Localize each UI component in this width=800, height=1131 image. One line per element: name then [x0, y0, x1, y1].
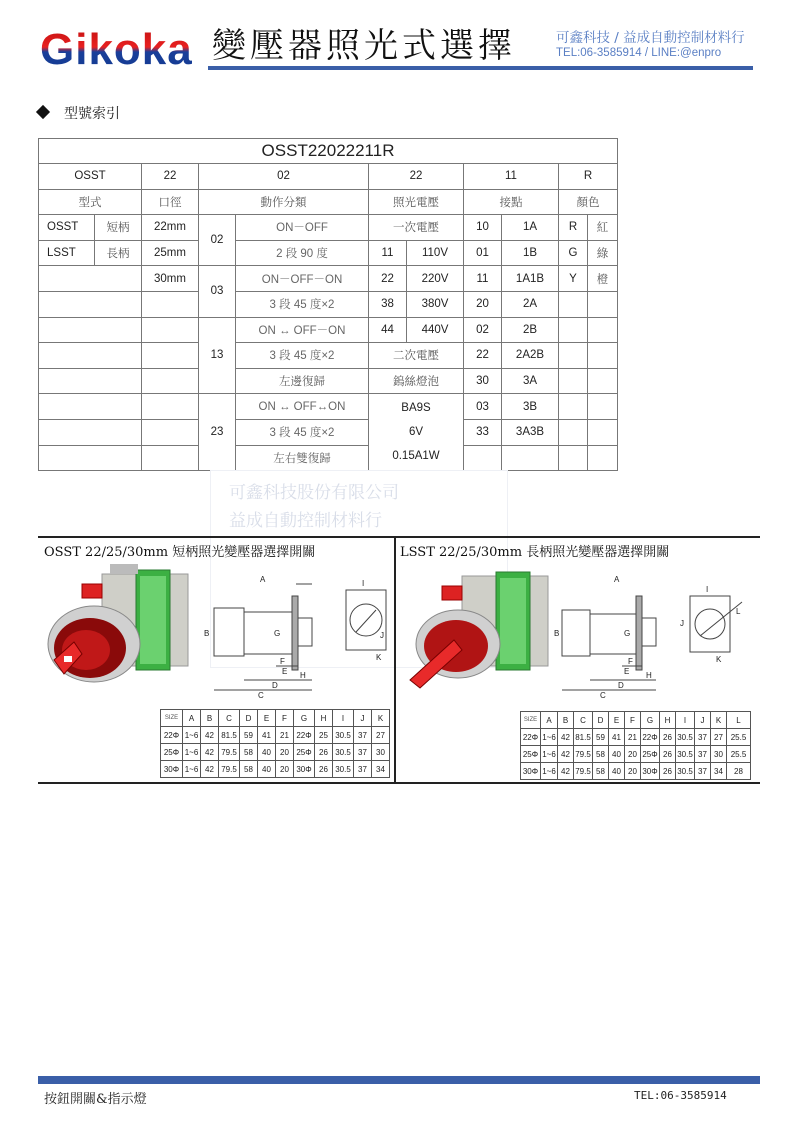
- action-desc: ON ↔ OFF－ON: [236, 317, 369, 343]
- contact-value: 2A: [502, 291, 559, 317]
- action-desc: ON－OFF－ON: [236, 266, 369, 292]
- voltage-value: 220V: [407, 266, 464, 292]
- dim-label-f: F: [628, 657, 633, 666]
- action-code: 03: [199, 266, 236, 317]
- part-diameter: 22: [142, 164, 199, 190]
- part-color: R: [559, 164, 618, 190]
- diameter-value: 22mm: [142, 215, 199, 241]
- contact-value: 2B: [502, 317, 559, 343]
- spec-header-row: SIZE A B C D E F G H I J K: [161, 710, 390, 727]
- footer-phone: TEL:06-3585914: [634, 1089, 727, 1102]
- gikoka-logo: Gikoka: [40, 25, 193, 74]
- footer-category: 按鈕開關&指示燈: [44, 1092, 147, 1107]
- dim-label-i: I: [362, 579, 365, 588]
- table-row: 30Φ 1~6 42 79.5 58 40 20 30Φ 26 30.5 37 34 28: [521, 763, 751, 780]
- lamp-voltage: 6V: [408, 426, 424, 439]
- lsst-panel-title: LSST 22/25/30mm 長柄照光變壓器選擇開關: [400, 545, 670, 560]
- action-desc: 左右雙復歸: [236, 445, 369, 471]
- table-row: 25Φ 1~6 42 79.5 58 40 20 25Φ 26 30.5 37 30: [161, 744, 390, 761]
- contact-code: 22: [464, 343, 502, 369]
- osst-switch-photo: [40, 562, 196, 692]
- table-row: [39, 419, 618, 445]
- table-row: [39, 368, 618, 394]
- category-header-row: [39, 189, 618, 215]
- table-row: [39, 291, 618, 317]
- table-row: [39, 317, 618, 343]
- lsst-spec-table: [520, 711, 751, 780]
- contact-code: 10: [464, 215, 502, 241]
- color-name: 綠: [588, 240, 618, 266]
- dim-label-j: J: [680, 619, 684, 628]
- action-desc: 左邊復歸: [236, 368, 369, 394]
- table-row: [39, 215, 618, 241]
- header-type: 型式: [39, 189, 142, 215]
- dim-label-k: K: [376, 653, 382, 662]
- dim-label-g: G: [624, 629, 631, 638]
- contact-code: 30: [464, 368, 502, 394]
- dim-label-b: B: [204, 629, 210, 638]
- lsst-switch-photo: [400, 566, 556, 690]
- dim-label-f: F: [280, 657, 285, 666]
- action-desc: 3 段 45 度×2: [236, 291, 369, 317]
- lamp-power: 0.15A1W: [392, 450, 440, 463]
- header-voltage: 照光電壓: [369, 189, 464, 215]
- table-row: 22Φ 1~6 42 81.5 59 41 21 22Φ 26 30.5 37 27 25.5: [521, 729, 751, 746]
- type-name: 短柄: [95, 215, 142, 241]
- dim-label-i: I: [706, 585, 709, 594]
- voltage-value: 440V: [407, 317, 464, 343]
- table-row: 30Φ 1~6 42 79.5 58 40 20 30Φ 26 30.5 37 34: [161, 761, 390, 778]
- type-code: OSST: [39, 215, 95, 241]
- osst-dimension-drawing: [196, 574, 390, 700]
- diameter-value: 30mm: [142, 266, 199, 292]
- dim-label-a: A: [260, 575, 266, 584]
- section-heading: 型號索引: [38, 103, 120, 123]
- contact-value: 1A: [502, 215, 559, 241]
- diameter-value: 25mm: [142, 240, 199, 266]
- type-name: 長柄: [95, 240, 142, 266]
- osst-spec-table: [160, 709, 390, 778]
- lamp-specs: [369, 394, 464, 471]
- size-header: SIZE: [521, 712, 541, 729]
- dim-label-e: E: [282, 667, 288, 676]
- action-code: 23: [199, 394, 236, 471]
- contact-value: 2A2B: [502, 343, 559, 369]
- header-divider: [208, 66, 753, 70]
- contact-code: 02: [464, 317, 502, 343]
- diamond-bullet-icon: [36, 105, 50, 119]
- contact-value: 1B: [502, 240, 559, 266]
- osst-panel-title: OSST 22/25/30mm 短柄照光變壓器選擇開關: [44, 545, 316, 560]
- header-diameter: 口徑: [142, 189, 199, 215]
- voltage-value: 110V: [407, 240, 464, 266]
- voltage-primary-label: 一次電壓: [369, 215, 464, 241]
- header-color: 顏色: [559, 189, 618, 215]
- contact-value: 3A: [502, 368, 559, 394]
- lamp-base: BA9S: [401, 402, 431, 415]
- part-type: OSST: [39, 164, 142, 190]
- table-row: 25Φ 1~6 42 79.5 58 40 20 25Φ 26 30.5 37 30 25.5: [521, 746, 751, 763]
- dim-label-k: K: [716, 655, 722, 664]
- size-header: SIZE: [161, 710, 183, 727]
- action-code: 02: [199, 215, 236, 266]
- footer-bar: [38, 1076, 760, 1084]
- contact-code: 03: [464, 394, 502, 420]
- dim-label-d: D: [272, 681, 278, 690]
- dim-label-g: G: [274, 629, 281, 638]
- watermark: 可鑫科技股份有限公司 益成自動控制材料行: [210, 470, 508, 668]
- contact-code: 20: [464, 291, 502, 317]
- color-name: 紅: [588, 215, 618, 241]
- part-contact: 11: [464, 164, 559, 190]
- color-code: R: [559, 215, 588, 241]
- contact-value: 3A3B: [502, 419, 559, 445]
- action-code: 13: [199, 317, 236, 394]
- page-title: 變壓器照光式選擇: [212, 26, 516, 66]
- color-name: 橙: [588, 266, 618, 292]
- action-desc: ON ↔ OFF↔ON: [236, 394, 369, 420]
- action-desc: 3 段 45 度×2: [236, 343, 369, 369]
- lsst-dimension-drawing: [552, 574, 752, 700]
- contact-value: 3B: [502, 394, 559, 420]
- color-code: Y: [559, 266, 588, 292]
- dim-label-h: H: [300, 671, 306, 680]
- action-desc: ON－OFF: [236, 215, 369, 241]
- table-row: [39, 343, 618, 369]
- part-action: 02: [199, 164, 369, 190]
- voltage-code: 11: [369, 240, 407, 266]
- type-code: LSST: [39, 240, 95, 266]
- dim-label-l: L: [736, 607, 741, 616]
- color-code: G: [559, 240, 588, 266]
- model-code-title: OSST22022211R: [39, 139, 618, 164]
- contact-code: 01: [464, 240, 502, 266]
- table-row: [39, 394, 618, 420]
- voltage-value: 380V: [407, 291, 464, 317]
- table-row: [39, 445, 618, 471]
- model-index-table: [38, 138, 618, 471]
- dim-label-j: J: [380, 631, 384, 640]
- action-desc: 2 段 90 度: [236, 240, 369, 266]
- table-row: [39, 266, 618, 292]
- dim-label-h: H: [646, 671, 652, 680]
- dim-label-c: C: [600, 691, 606, 700]
- voltage-code: 44: [369, 317, 407, 343]
- contact-info: TEL:06-3585914 / LINE:@enpro: [556, 47, 722, 59]
- contact-code: 33: [464, 419, 502, 445]
- part-voltage: 22: [369, 164, 464, 190]
- table-row: 22Φ 1~6 42 81.5 59 41 21 22Φ 25 30.5 37 27: [161, 727, 390, 744]
- dim-label-d: D: [618, 681, 624, 690]
- dim-label-c: C: [258, 691, 264, 700]
- header-contact: 接點: [464, 189, 559, 215]
- contact-code: 11: [464, 266, 502, 292]
- dim-label-a: A: [614, 575, 620, 584]
- spec-header-row: SIZE A B C D E F G H I J K L: [521, 712, 751, 729]
- dim-label-e: E: [624, 667, 630, 676]
- voltage-code: 38: [369, 291, 407, 317]
- voltage-code: 22: [369, 266, 407, 292]
- action-desc: 3 段 45 度×2: [236, 419, 369, 445]
- voltage-secondary-label: 二次電壓: [369, 343, 464, 369]
- dim-label-b: B: [554, 629, 560, 638]
- contact-value: 1A1B: [502, 266, 559, 292]
- table-row: [39, 240, 618, 266]
- panel-divider: [394, 536, 396, 782]
- model-parts-row: [39, 164, 618, 190]
- lamp-label: 鎢絲燈泡: [369, 368, 464, 394]
- company-name: 可鑫科技 / 益成自動控制材料行: [556, 30, 745, 46]
- header-action: 動作分類: [199, 189, 369, 215]
